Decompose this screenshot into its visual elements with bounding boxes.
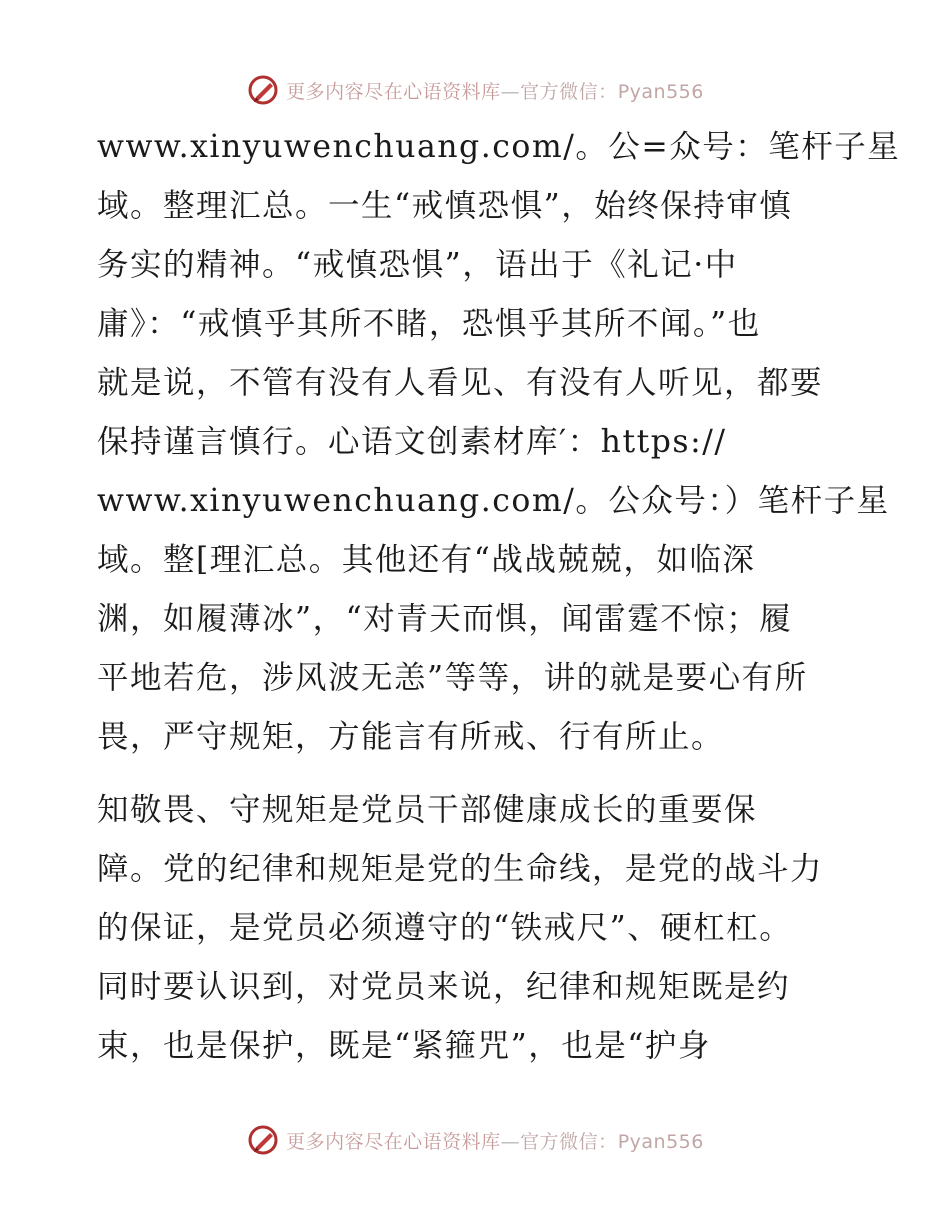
banner-site-text: 更多内容尽在心语资料库: [286, 80, 501, 103]
text-line: 束，也是保护，既是“紧箍咒”，也是“护身: [97, 1028, 711, 1064]
text-line: www.xinyuwenchuang.com/。公=众号：笔杆子星: [97, 129, 901, 165]
pen-logo-icon: [246, 1123, 280, 1157]
banner-wechat-id: Pyan556: [617, 1130, 704, 1153]
pen-logo-icon: [246, 73, 280, 107]
text-line: 平地若危，涉风波无恙”等等，讲的就是要心有所: [97, 660, 808, 696]
text-line: 的保证，是党员必须遵守的“铁戒尺”、硬杠杠。: [97, 910, 793, 946]
text-line: 障。党的纪律和规矩是党的生命线，是党的战斗力: [97, 851, 824, 887]
text-line: 域。整理汇总。一生“戒慎恐惧”，始终保持审慎: [97, 188, 793, 224]
text-line: www.xinyuwenchuang.com/。公众号：）笔杆子星: [97, 483, 890, 519]
banner-text: [286, 77, 704, 104]
banner-text: [286, 1127, 704, 1154]
banner-wechat-label: 官方微信：: [520, 80, 618, 103]
text-line: 同时要认识到，对党员来说，纪律和规矩既是约: [97, 969, 791, 1005]
paragraph-2: [97, 781, 857, 1076]
banner-wechat-id: Pyan556: [617, 80, 704, 103]
text-line: 畏，严守规矩，方能言有所戒、行有所止。: [97, 719, 725, 755]
banner-separator: —: [500, 80, 521, 103]
text-line: 务实的精神。“戒慎恐惧”，语出于《礼记·中: [97, 247, 738, 283]
text-line: 庸》：“戒慎乎其所不睹，恐惧乎其所不闻。”也: [97, 306, 761, 342]
paragraph-1: [97, 118, 901, 767]
text-line: 知敬畏、守规矩是党员干部健康成长的重要保: [97, 792, 758, 828]
text-line: 保持谨言慎行。心语文创素材库′：https://: [97, 424, 727, 460]
text-line: 渊，如履薄冰”，“对青天而惧，闻雷霆不惊；履: [97, 601, 793, 637]
banner-separator: —: [500, 1130, 521, 1153]
header-banner: [0, 70, 950, 110]
document-body: [97, 118, 901, 1076]
text-line: 域。整[理汇总。其他还有“战战兢兢，如临深: [97, 542, 756, 578]
footer-banner: [0, 1120, 950, 1160]
banner-wechat-label: 官方微信：: [520, 1130, 618, 1153]
text-line: 就是说，不管有没有人看见、有没有人听见，都要: [97, 365, 824, 401]
banner-site-text: 更多内容尽在心语资料库: [286, 1130, 501, 1153]
